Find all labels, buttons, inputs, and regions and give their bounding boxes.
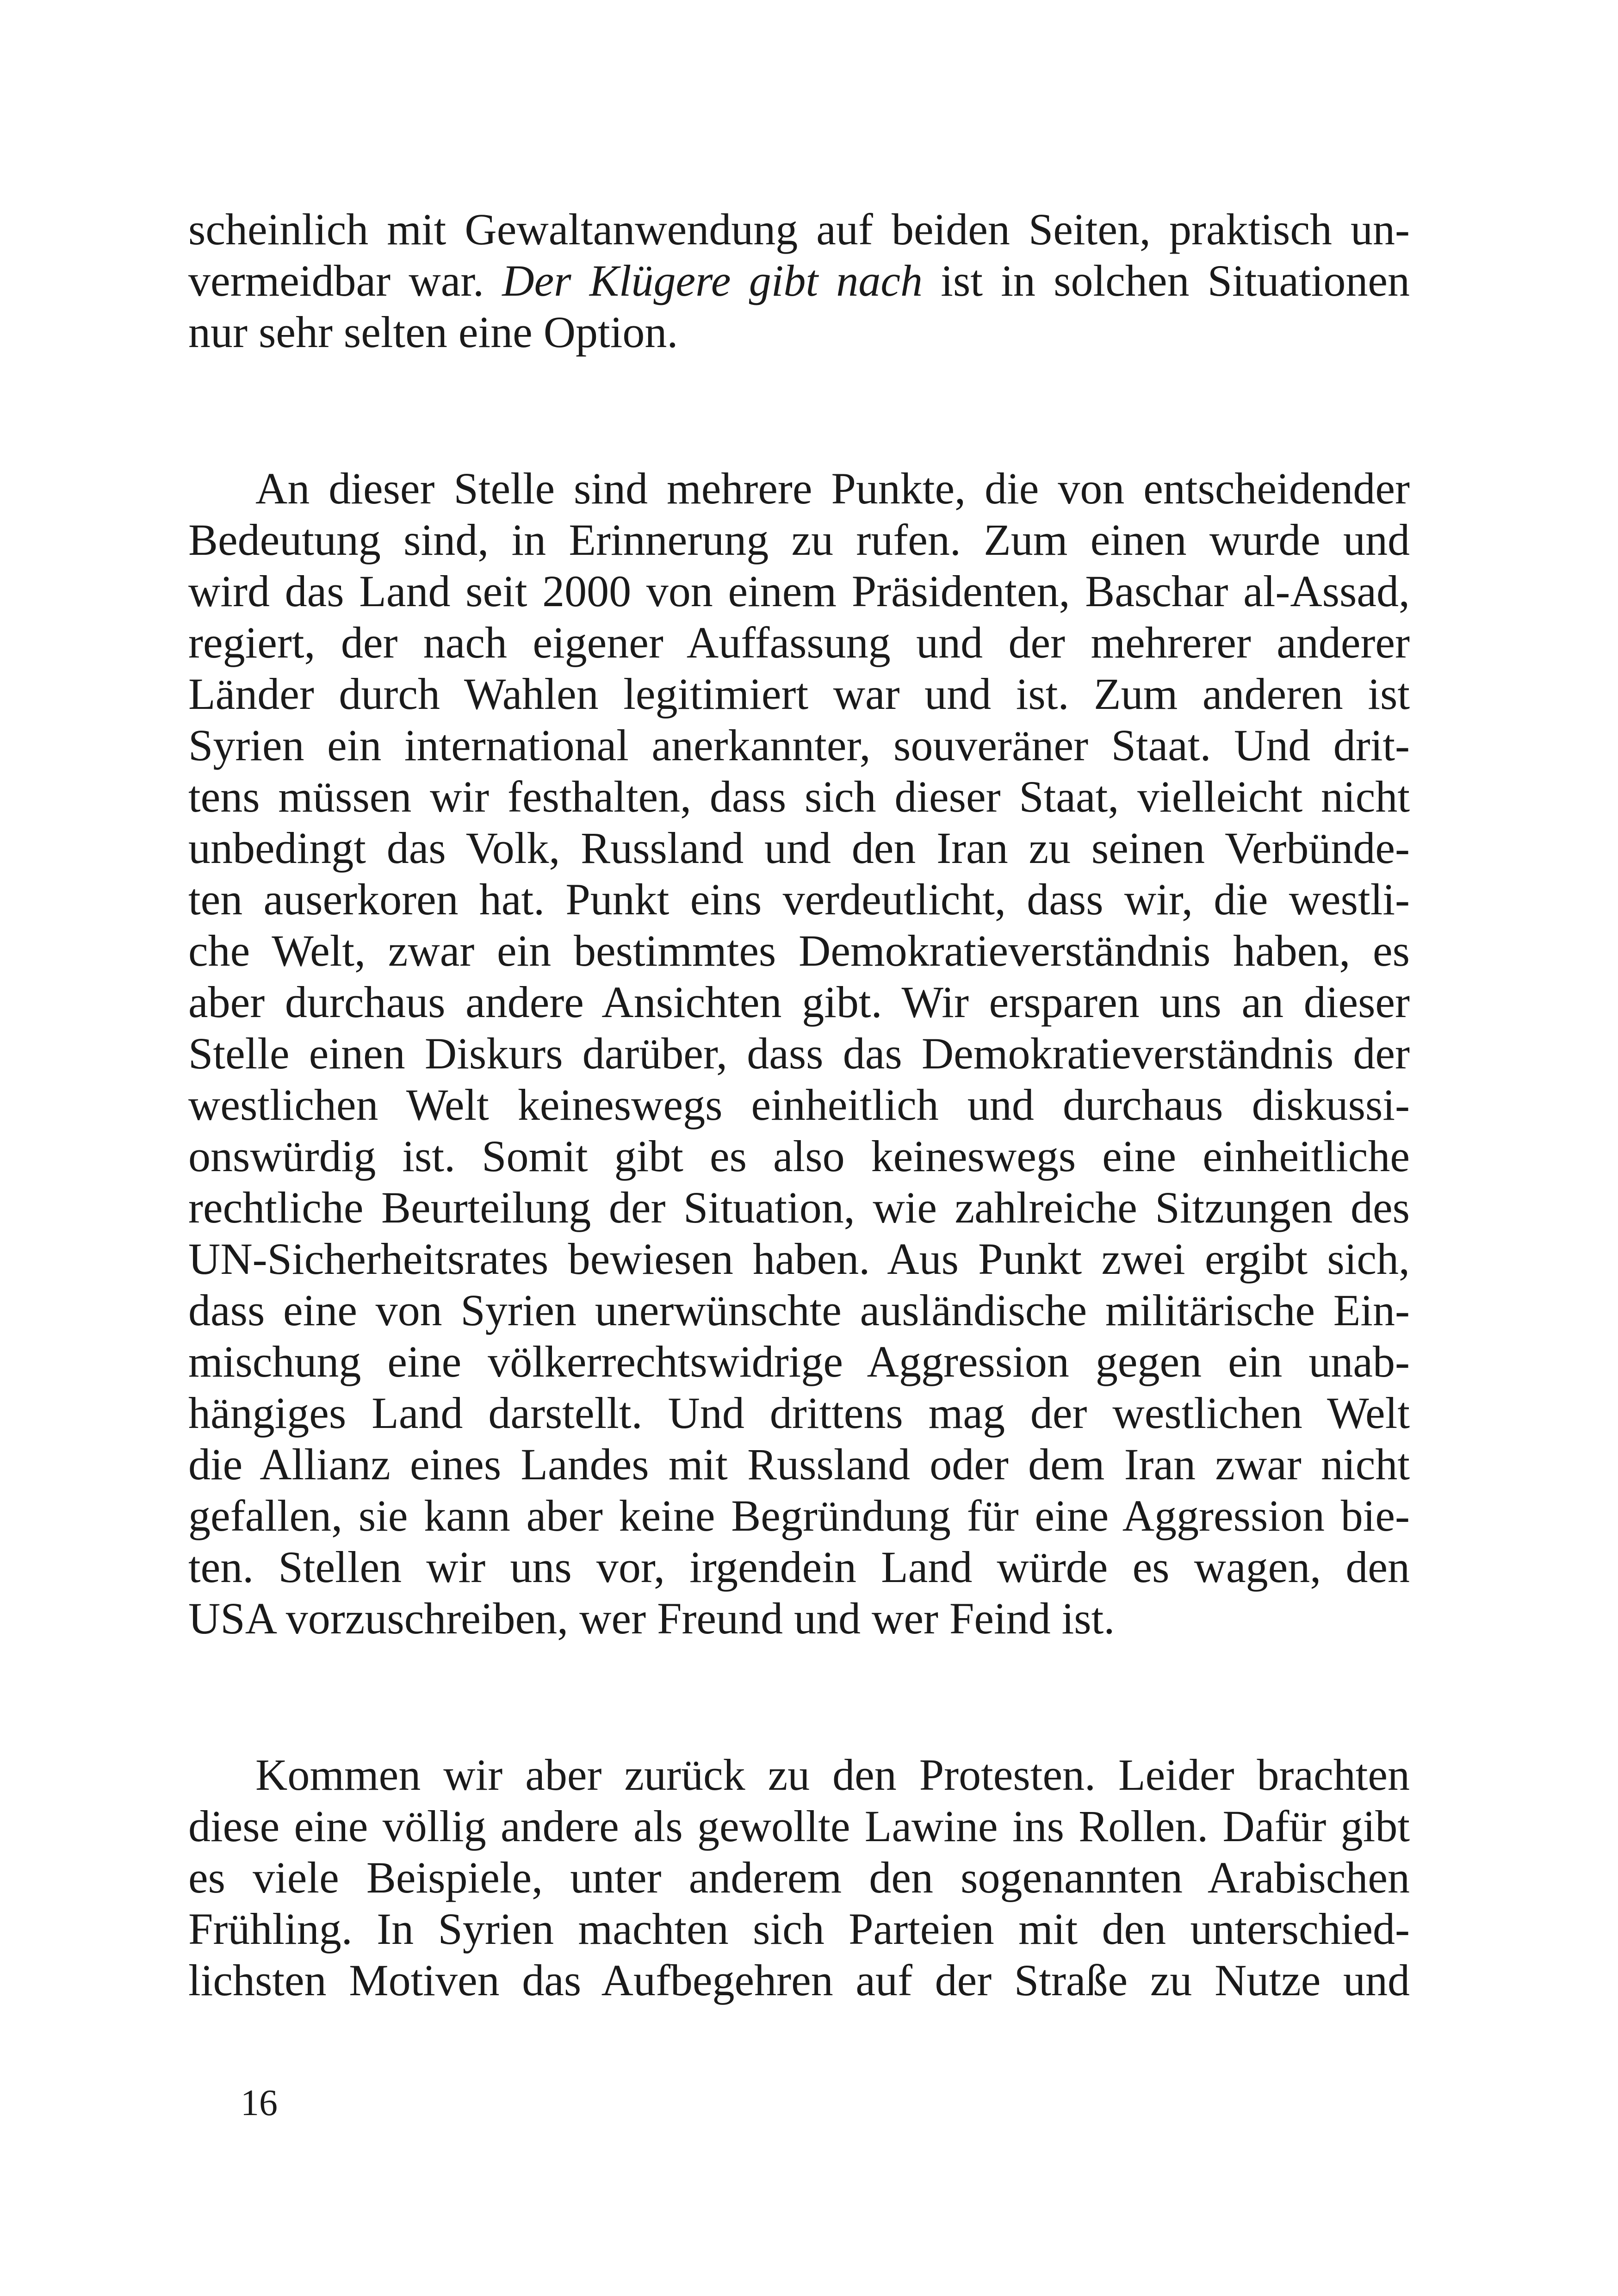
- text-line: [188, 720, 1410, 771]
- text-run: che Welt, zwar ein bestimmtes Demokratieverständnis haben, es: [188, 926, 1410, 975]
- text-line: [188, 204, 1410, 255]
- text-run: Frühling. In Syrien machten sich Parteien mit den unterschied-: [188, 1904, 1410, 1954]
- text-run: USA vorzuschreiben, wer Freund und wer Feind ist.: [188, 1594, 1115, 1643]
- text-line: [188, 1285, 1410, 1336]
- text-line: [188, 1233, 1410, 1285]
- text-run: ten auserkoren hat. Punkt eins verdeutlicht, dass wir, die westli-: [188, 875, 1410, 924]
- page-number: 16: [241, 2083, 278, 2123]
- text-line: [188, 1130, 1410, 1182]
- text-run: gefallen, sie kann aber keine Begründung für eine Aggression bie-: [188, 1491, 1410, 1540]
- text-line: [188, 1182, 1410, 1233]
- text-line: [188, 617, 1410, 668]
- text-run: diese eine völlig andere als gewollte Lawine ins Rollen. Dafür gibt: [188, 1801, 1410, 1851]
- text-run: westlichen Welt keineswegs einheitlich und durchaus diskussi-: [188, 1080, 1410, 1129]
- text-line: [188, 771, 1410, 822]
- text-line: [188, 1490, 1410, 1541]
- text-line: [188, 1336, 1410, 1387]
- text-run: es viele Beispiele, unter anderem den sogenannten Arabischen: [188, 1853, 1410, 1902]
- text-run: wird das Land seit 2000 von einem Präsidenten, Baschar al-Assad,: [188, 566, 1410, 616]
- text-line: [188, 255, 1410, 306]
- text-run: aber durchaus andere Ansichten gibt. Wir ersparen uns an dieser: [188, 977, 1410, 1027]
- text-run: Bedeutung sind, in Erinnerung zu rufen. Zum einen wurde und: [188, 515, 1410, 565]
- text-line: [188, 822, 1410, 874]
- text-run: rechtliche Beurteilung der Situation, wie zahlreiche Sitzungen des: [188, 1183, 1410, 1232]
- text-run: tens müssen wir festhalten, dass sich dieser Staat, vielleicht nicht: [188, 772, 1410, 821]
- text-line: [188, 1439, 1410, 1490]
- text-run: An dieser Stelle sind mehrere Punkte, die von entscheidender: [255, 464, 1410, 513]
- text-run: Syrien ein international anerkannter, souveräner Staat. Und drit-: [188, 720, 1410, 770]
- text-line: [188, 1387, 1410, 1439]
- text-line: [188, 306, 1410, 358]
- text-run: dass eine von Syrien unerwünschte ausländische militärische Ein-: [188, 1285, 1410, 1335]
- text-run: hängiges Land darstellt. Und drittens mag der westlichen Welt: [188, 1388, 1410, 1438]
- text-line: [188, 1541, 1410, 1593]
- text-run: regiert, der nach eigener Auffassung und der mehrerer anderer: [188, 618, 1410, 667]
- text-run: lichsten Motiven das Aufbegehren auf der Straße zu Nutze und: [188, 1955, 1410, 2005]
- text-run: mischung eine völkerrechtswidrige Aggression gegen ein unab-: [188, 1337, 1410, 1386]
- text-line: [188, 1749, 1410, 1800]
- paragraph-continuation: [188, 204, 1410, 358]
- text-run: ist in solchen Situationen: [923, 256, 1410, 305]
- text-line: [188, 463, 1410, 514]
- text-line: [188, 925, 1410, 976]
- text-line: [188, 1955, 1410, 2006]
- text-line: [188, 565, 1410, 617]
- text-line: [188, 1800, 1410, 1852]
- text-run: die Allianz eines Landes mit Russland oder dem Iran zwar nicht: [188, 1440, 1410, 1489]
- text-line: [188, 1852, 1410, 1903]
- text-run: scheinlich mit Gewaltanwendung auf beiden Seiten, praktisch un-: [188, 205, 1410, 254]
- text-line: [188, 514, 1410, 565]
- paragraph-protests: [188, 1749, 1410, 2006]
- text-line: [188, 668, 1410, 720]
- text-line: [188, 1903, 1410, 1955]
- text-run: vermeidbar war.: [188, 256, 502, 305]
- text-run: Länder durch Wahlen legitimiert war und ist. Zum anderen ist: [188, 669, 1410, 719]
- text-run: ten. Stellen wir uns vor, irgendein Land würde es wagen, den: [188, 1542, 1410, 1592]
- text-line: [188, 1593, 1410, 1644]
- text-run: unbedingt das Volk, Russland und den Iran zu seinen Verbünde-: [188, 823, 1410, 873]
- text-line: [188, 976, 1410, 1028]
- italic-phrase: Der Klügere gibt nach: [502, 256, 923, 305]
- text-line: [188, 1079, 1410, 1130]
- text-line: [188, 1028, 1410, 1079]
- text-run: Stelle einen Diskurs darüber, dass das Demokratieverständnis der: [188, 1029, 1410, 1078]
- text-run: nur sehr selten eine Option.: [188, 307, 678, 357]
- paragraph-political-points: [188, 463, 1410, 1644]
- text-run: onswürdig ist. Somit gibt es also keineswegs eine einheitliche: [188, 1131, 1410, 1181]
- text-run: UN-Sicherheitsrates bewiesen haben. Aus Punkt zwei ergibt sich,: [188, 1234, 1410, 1284]
- text-run: Kommen wir aber zurück zu den Protesten. Leider brachten: [255, 1750, 1410, 1800]
- text-line: [188, 874, 1410, 925]
